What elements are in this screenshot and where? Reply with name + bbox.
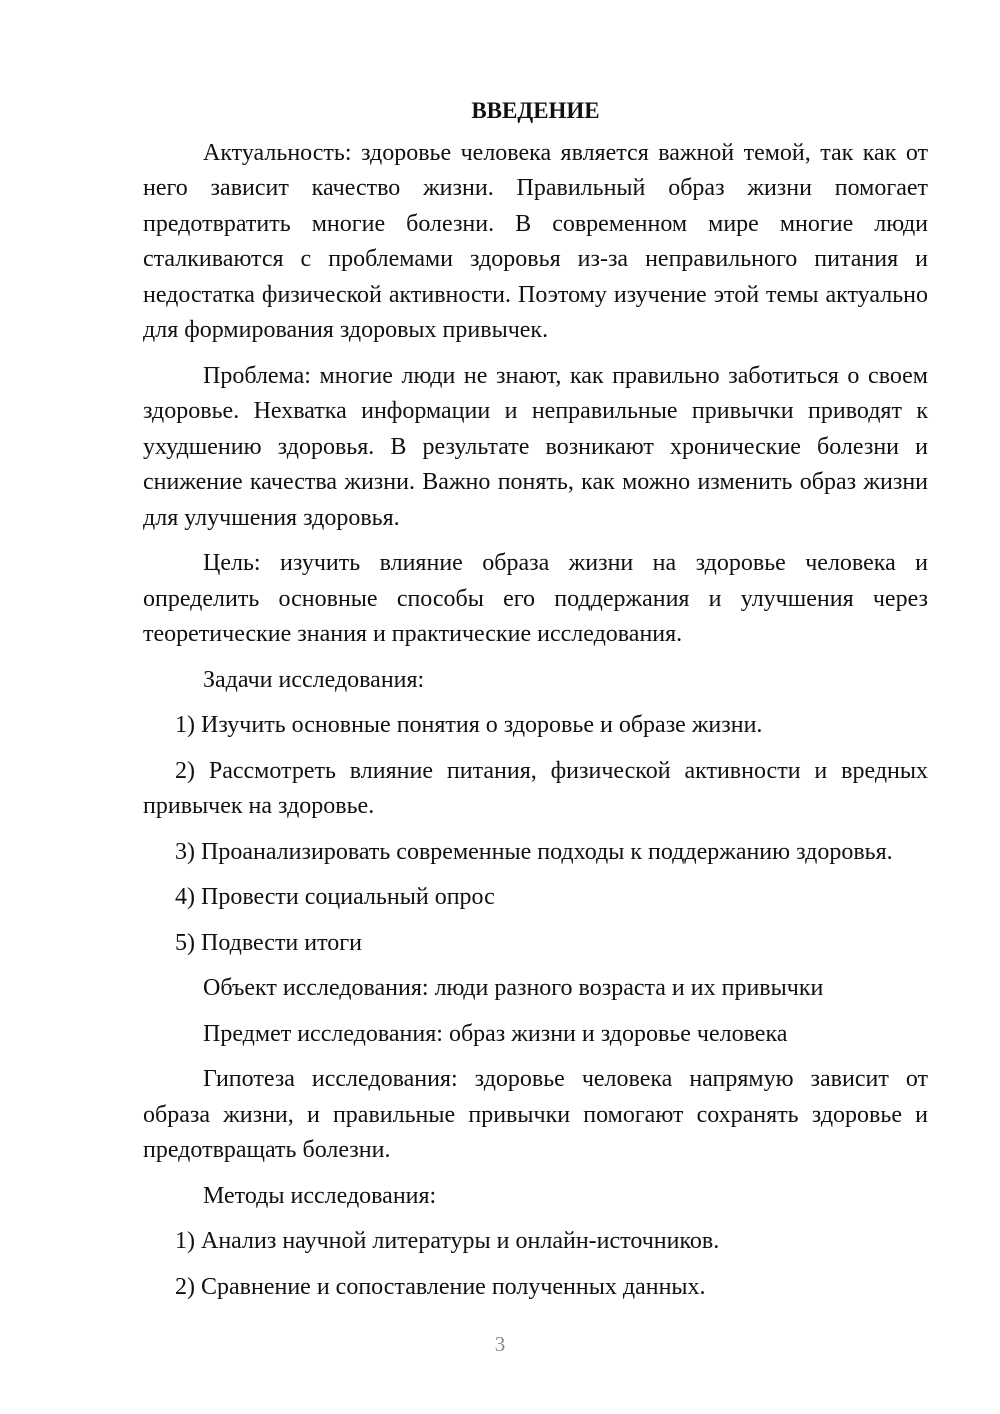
methods-heading: Методы исследования: bbox=[203, 1182, 437, 1209]
task-item-4: 4) Провести социальный опрос bbox=[175, 884, 495, 910]
research-object: Объект исследования: люди разного возраста и их привычки bbox=[203, 975, 824, 1001]
task-item-1: 1) Изучить основные понятия о здоровье и образе жизни. bbox=[175, 712, 763, 738]
task-item-5: 5) Подвести итоги bbox=[175, 929, 362, 956]
page-title: ВВЕДЕНИЕ bbox=[471, 98, 600, 123]
task-item-3: 3) Проанализировать современные подходы к поддержанию здоровья. bbox=[175, 838, 893, 865]
research-hypothesis: Гипотеза исследования: здоровье человека напрямую зависит от образа жизни, и правильные привычки помогают сохранять здоровье и предотвращать болезни. bbox=[143, 1066, 928, 1163]
task-item-2: 2) Рассмотреть влияние питания, физической активности и вредных привычек на здоровье. bbox=[143, 757, 928, 819]
tasks-heading: Задачи исследования: bbox=[203, 666, 425, 693]
research-subject: Предмет исследования: образ жизни и здоровье человека bbox=[203, 1020, 788, 1047]
method-item-1: 1) Анализ научной литературы и онлайн-источников. bbox=[175, 1228, 720, 1254]
page-number: 3 bbox=[494, 1332, 506, 1356]
goal-paragraph: Цель: изучить влияние образа жизни на здоровье человека и определить основные способы его поддержания и улучшения через теоретические знания и практические исследования. bbox=[143, 550, 928, 647]
method-item-2: 2) Сравнение и сопоставление полученных данных. bbox=[175, 1273, 706, 1300]
problem-paragraph: Проблема: многие люди не знают, как правильно заботиться о своем здоровье. Нехватка информации и неправильные привычки приводят к ухудшению здоровья. В результате возникают хронические болезни и снижение качества жизни. Важно понять, как можно изменить образ жизни для улучшения здоровья. bbox=[143, 362, 928, 531]
relevance-paragraph: Актуальность: здоровье человека является важной темой, так как от него зависит качество жизни. Правильный образ жизни помогает предотвратить многие болезни. В современном мире многие люди сталкиваются с проблемами здоровья из-за неправильного питания и недостатка физической активности. Поэтому изучение этой темы актуально для формирования здоровых привычек. bbox=[143, 139, 928, 343]
page-content bbox=[143, 93, 928, 1315]
